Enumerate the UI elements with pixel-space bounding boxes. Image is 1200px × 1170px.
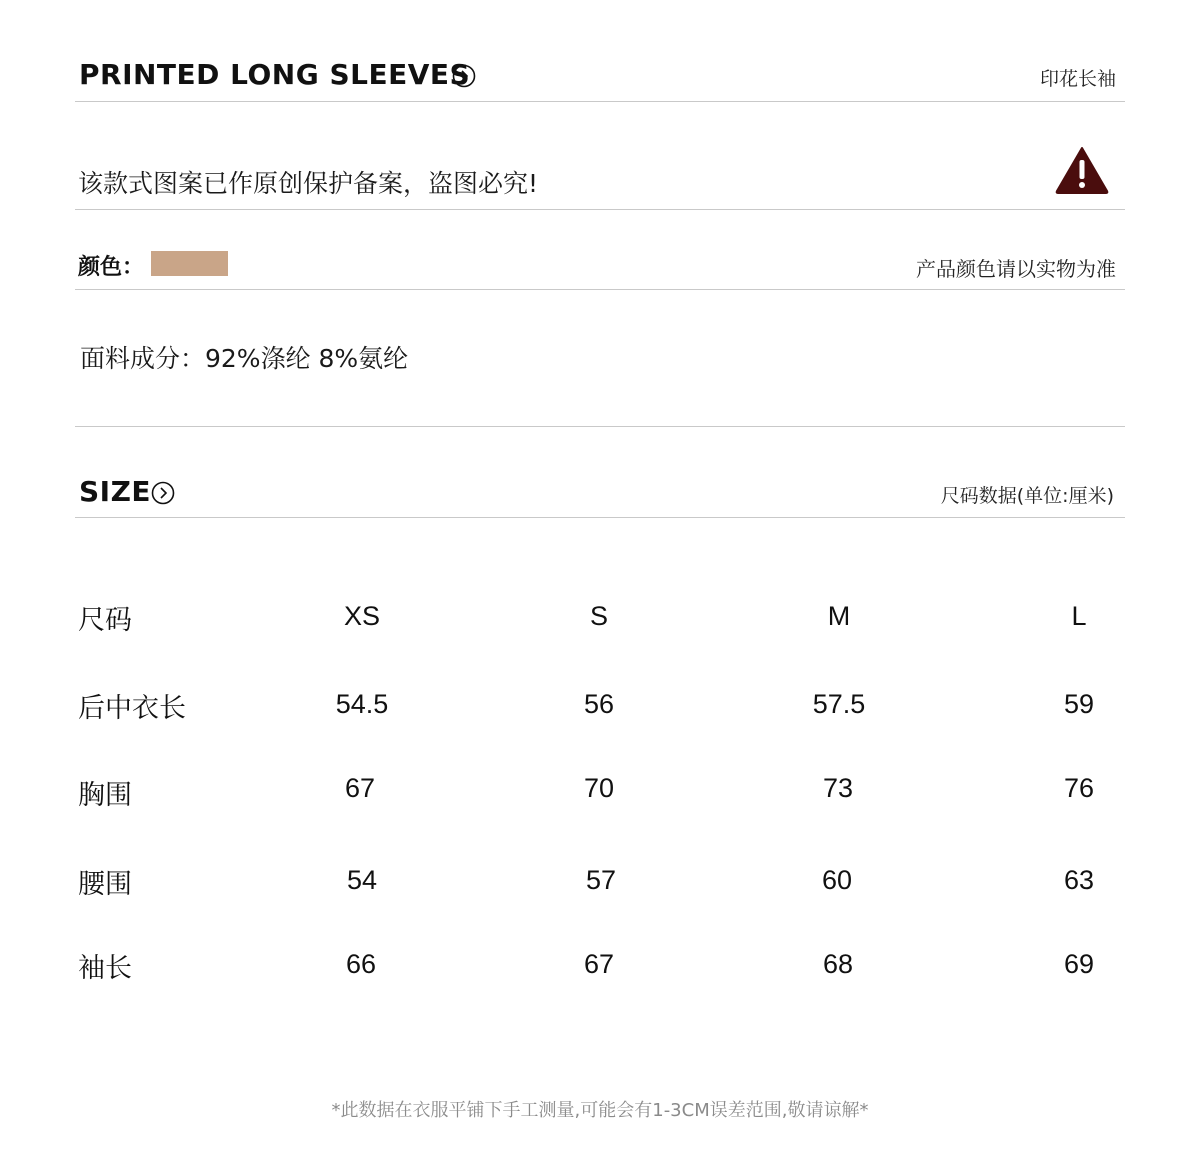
divider [75,426,1125,427]
table-cell: 60 [821,865,853,895]
size-header-cell: XS [343,601,381,631]
table-cell: 68 [822,949,854,979]
table-row-label: 腰围 [78,869,132,900]
table-row-label: 后中衣长 [78,693,186,724]
size-unit-note: 尺码数据(单位:厘米) [940,485,1114,507]
table-cell: 59 [1063,689,1095,719]
table-cell: 56 [583,689,615,719]
size-header-cell: M [827,601,851,631]
table-cell: 70 [583,773,615,803]
table-header-label: 尺码 [78,605,132,636]
copyright-notice: 该款式图案已作原创保护备案，盗图必究! [78,169,539,198]
size-header-cell: L [1071,601,1087,631]
table-cell: 54.5 [335,689,389,719]
color-swatch [151,251,228,276]
divider [75,101,1125,102]
table-cell: 73 [822,773,854,803]
table-cell: 69 [1063,949,1095,979]
table-cell: 76 [1063,773,1095,803]
table-cell: 66 [345,949,377,979]
table-row-label: 胸围 [78,780,132,811]
chevron-right-circle-icon [452,64,476,88]
table-cell: 54 [346,865,378,895]
table-cell: 63 [1063,865,1095,895]
table-cell: 67 [344,773,376,803]
table-row-label: 袖长 [78,953,132,984]
title-cn: 印花长袖 [1039,68,1116,90]
color-disclaimer: 产品颜色请以实物为准 [916,257,1116,281]
table-cell: 57.5 [812,689,866,719]
size-title: SIZE [79,475,152,508]
table-cell: 57 [585,865,617,895]
fabric-composition: 面料成分：92%涤纶 8%氨纶 [80,344,409,373]
warning-icon [1054,145,1110,195]
chevron-right-circle-icon [151,481,175,505]
measurement-disclaimer: *此数据在衣服平铺下手工测量,可能会有1-3CM误差范围,敬请谅解* [331,1100,869,1121]
divider [75,517,1125,518]
table-cell: 67 [583,949,615,979]
divider [75,209,1125,210]
page-title: PRINTED LONG SLEEVES [79,58,471,91]
size-header-cell: S [589,601,608,631]
divider [75,289,1125,290]
color-label: 颜色： [78,255,145,280]
